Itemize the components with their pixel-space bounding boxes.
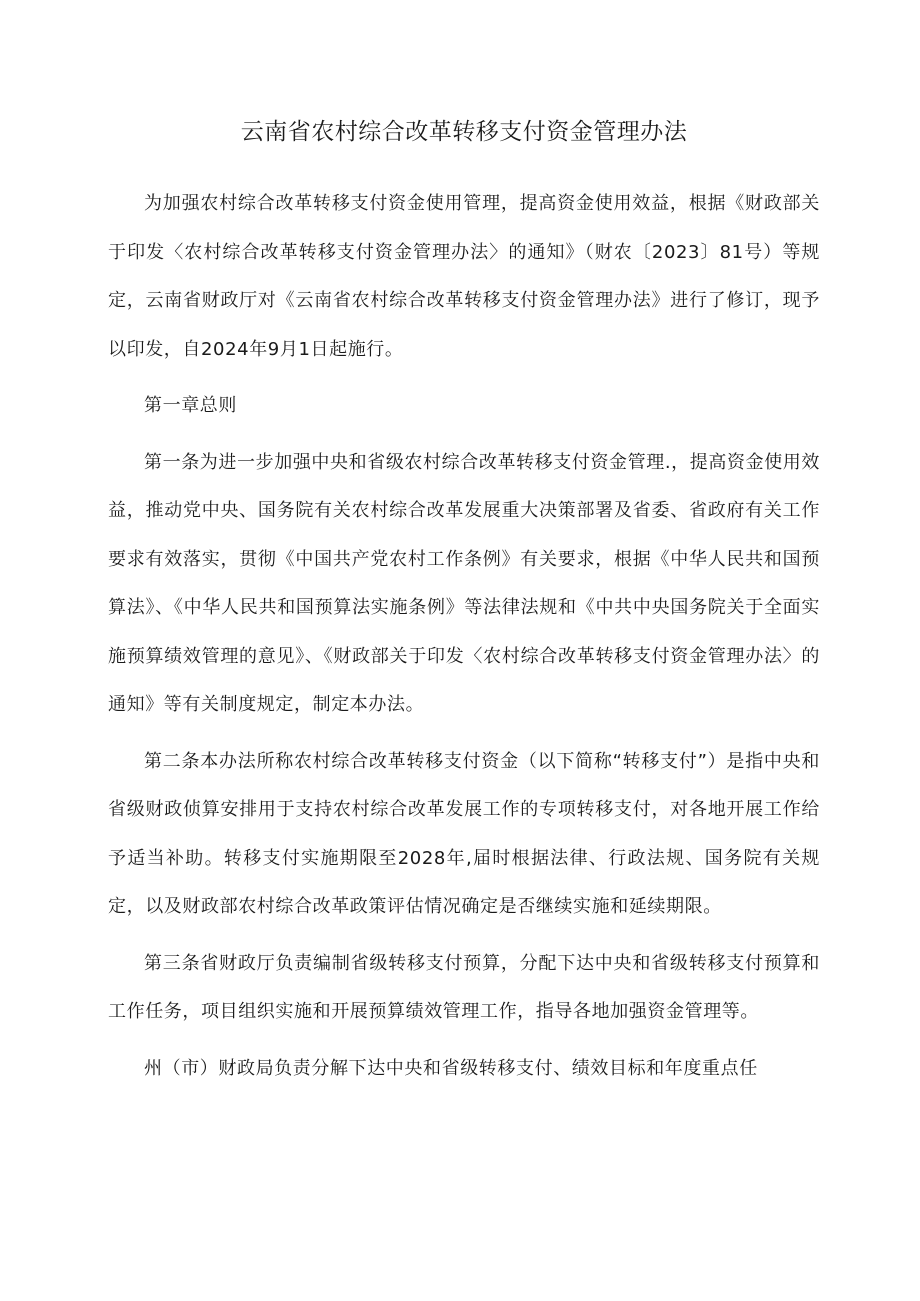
article-3: 第三条省财政厅负责编制省级转移支付预算，分配下达中央和省级转移支付预算和工作任务，项目组织实施和开展预算绩效管理工作，指导各地加强资金管理等。 xyxy=(108,952,820,1022)
chapter-heading: 第一章总则 xyxy=(144,395,237,416)
article-1: 第一条为进一步加强中央和省级农村综合改革转移支付资金管理.，提高资金使用效益，推动党中央、国务院有关农村综合改革发展重大决策部署及省委、省政府有关工作要求有效落实，贯彻《中国共产党农村工作条例》有关要求，根据《中华人民共和国预算法》、《中华人民共和国预算法实施条例》等法律法规和《中共中央国务院关于全面实施预算绩效管理的意见》、《财政部关于印发〈农村综合改革转移支付资金管理办法〉的通知》等有关制度规定，制定本办法。 xyxy=(108,451,820,715)
article-2: 第二条本办法所称农村综合改革转移支付资金（以下简称“转移支付”）是指中央和省级财政侦算安排用于支持农村综合改革发展工作的专项转移支付，对各地开展工作给予适当补助。转移支付实施期限至2028年,届时根据法律、行政法规、国务院有关规定，以及财政部农村综合改革政策评估情况确定是否继续实施和延续期限。 xyxy=(108,750,820,917)
paragraph-preamble: 为加强农村综合改革转移支付资金使用管理，提高资金使用效益，根据《财政部关于印发〈农村综合改革转移支付资金管理办法〉的通知》（财农〔2023〕81号）等规定，云南省财政厅对《云南省农村综合改革转移支付资金管理办法》进行了修订，现予以印发，自2024年9月1日起施行。 xyxy=(108,193,820,360)
document-title: 云南省农村综合改革转移支付资金管理办法 xyxy=(240,119,688,145)
paragraph-prefecture: 州（市）财政局负责分解下达中央和省级转移支付、绩效目标和年度重点任 xyxy=(144,1057,758,1079)
